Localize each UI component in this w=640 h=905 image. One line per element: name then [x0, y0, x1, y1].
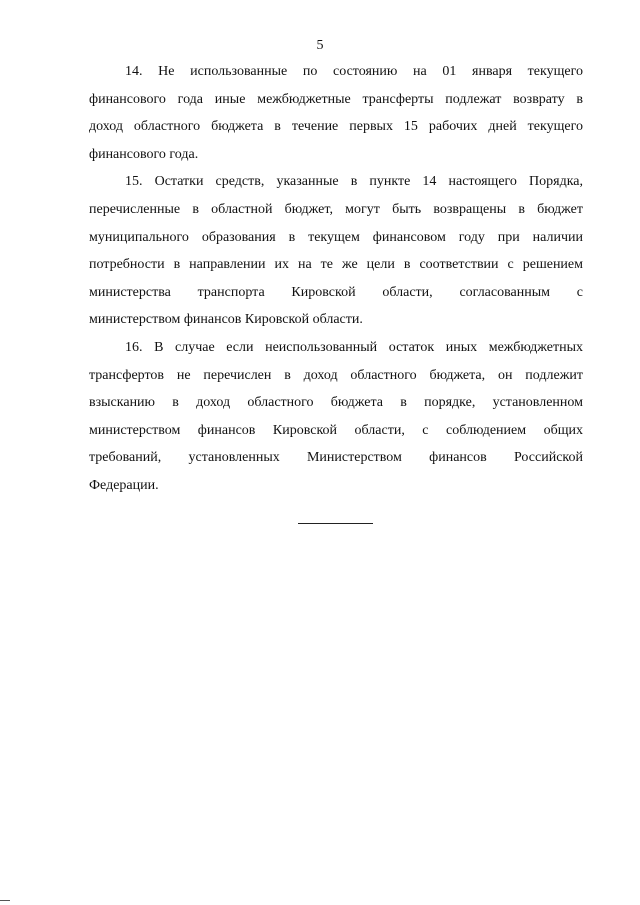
paragraph-line: министерством финансов Кировской области. [89, 312, 363, 328]
paragraph-line: муниципального образования в текущем финансовом году при наличии [89, 229, 583, 245]
paragraph-line: 14. Не использованные по состоянию на 01 января текущего [125, 64, 583, 79]
paragraph-line: 15. Остатки средств, указанные в пункте 14 настоящего Порядка, [125, 174, 583, 190]
paragraph-line: трансфертов не перечислен в доход областного бюджета, он подлежит [89, 367, 583, 383]
document-body [89, 58, 583, 500]
paragraph-line: перечисленные в областной бюджет, могут быть возвращены в бюджет [89, 201, 583, 217]
paragraph-line: 16. В случае если неиспользованный остаток иных межбюджетных [125, 339, 583, 355]
scan-edge-mark [0, 900, 10, 901]
paragraph-15 [89, 168, 583, 334]
paragraph-line: требований, установленных Министерством финансов Российской [89, 450, 583, 466]
paragraph-16 [89, 334, 583, 500]
paragraph-line: финансового года иные межбюджетные трансферты подлежат возврату в [89, 91, 583, 107]
paragraph-line: доход областного бюджета в течение первых 15 рабочих дней текущего [89, 119, 583, 135]
page-number: 5 [316, 38, 324, 53]
paragraph-line: министерством финансов Кировской области, с соблюдением общих [89, 422, 583, 438]
paragraph-line: взысканию в доход областного бюджета в порядке, установленном [89, 395, 583, 411]
paragraph-line: потребности в направлении их на те же цели в соответствии с решением [89, 257, 583, 273]
paragraph-14 [89, 58, 583, 168]
paragraph-line: министерства транспорта Кировской области, согласованным с [89, 284, 583, 300]
paragraph-line: финансового года. [89, 146, 199, 162]
end-separator-line [298, 523, 373, 524]
paragraph-line: Федерации. [89, 477, 159, 493]
